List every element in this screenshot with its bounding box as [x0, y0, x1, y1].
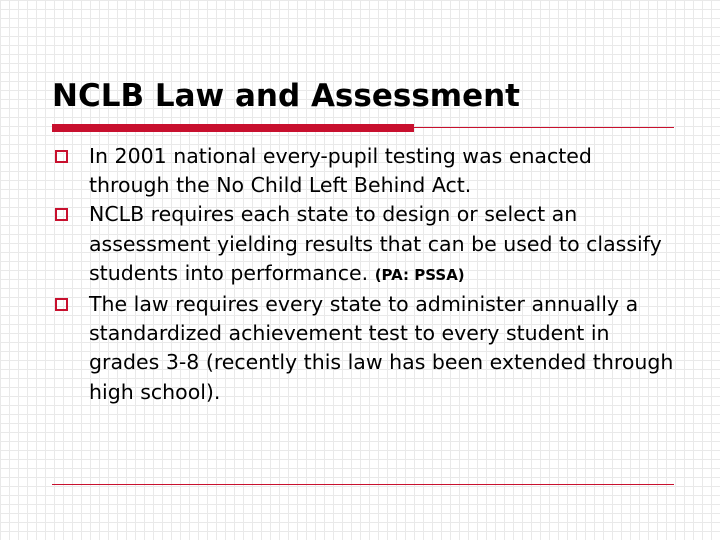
bullet-note: (PA: PSSA) — [374, 265, 465, 284]
hollow-square-icon — [55, 208, 68, 221]
title-underline-thick — [52, 124, 414, 132]
title-underline-thin — [414, 127, 674, 128]
bullet-item-2001-testing — [54, 142, 674, 200]
hollow-square-icon — [55, 150, 68, 163]
bullet-item-annual-test — [54, 290, 674, 407]
footer-rule — [52, 484, 674, 485]
hollow-square-icon — [55, 298, 68, 311]
bullet-item-state-assessment — [54, 200, 674, 290]
bullet-text: In 2001 national every-pupil testing was enacted through the No Child Left Behind Act. — [89, 144, 592, 198]
bullet-list — [54, 142, 674, 407]
slide-title: NCLB Law and Assessment — [52, 78, 520, 114]
title-underline — [52, 124, 674, 132]
bullet-text: NCLB requires each state to design or select an assessment yielding results that can be used to classify students into performance. — [89, 202, 662, 285]
bullet-text: The law requires every state to administer annually a standardized achievement test to every student in grades 3-8 (recently this law has been extended through high school). — [89, 292, 674, 404]
